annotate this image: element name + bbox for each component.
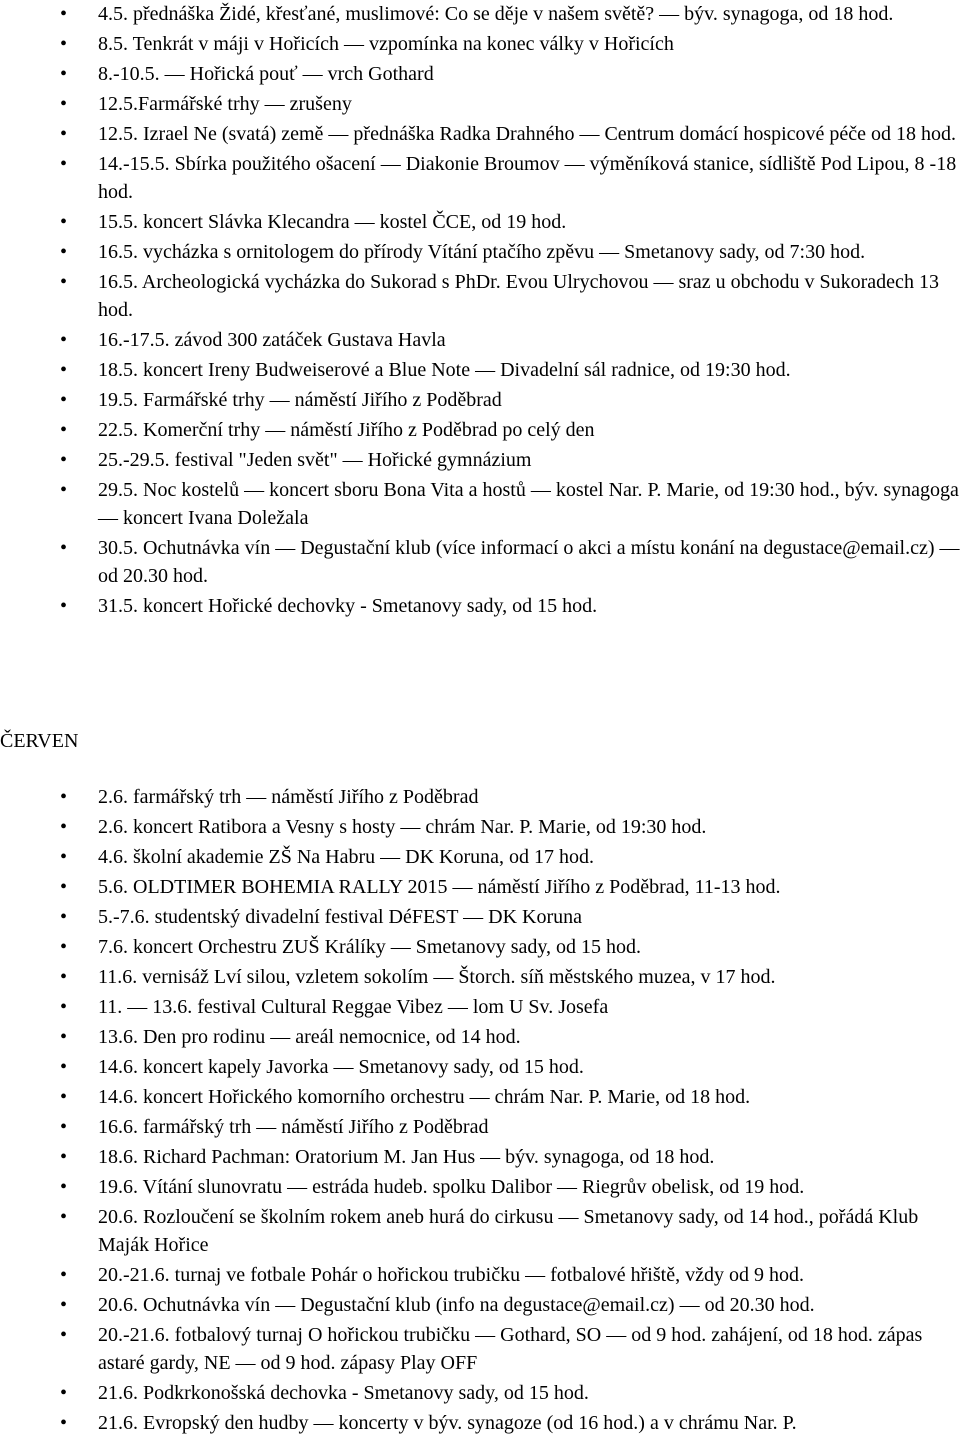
list-item: • 14.6. koncert Hořického komorního orchestru — chrám Nar. P. Marie, od 18 hod. bbox=[98, 1083, 960, 1111]
list-item: • 30.5. Ochutnávka vín — Degustační klub (více informací o akci a místu konání na degustace@email.cz) — od 20.30 hod. bbox=[98, 534, 960, 590]
list-item: • 19.5. Farmářské trhy — náměstí Jiřího z Poděbrad bbox=[98, 386, 960, 414]
list-item: • 4.6. školní akademie ZŠ Na Habru — DK Koruna, od 17 hod. bbox=[98, 843, 960, 871]
list-item: • 16.5. vycházka s ornitologem do přírody Vítání ptačího zpěvu — Smetanovy sady, od 7:30 hod. bbox=[98, 238, 960, 266]
list-item: • 22.5. Komerční trhy — náměstí Jiřího z Poděbrad po celý den bbox=[98, 416, 960, 444]
list-item: • 18.5. koncert Ireny Budweiserové a Blue Note — Divadelní sál radnice, od 19:30 hod. bbox=[98, 356, 960, 384]
list-item: • 16.-17.5. závod 300 zatáček Gustava Havla bbox=[98, 326, 960, 354]
list-item: • 31.5. koncert Hořické dechovky - Smetanovy sady, od 15 hod. bbox=[98, 592, 960, 620]
list-item: • 11.6. vernisáž Lví silou, vzletem sokolím — Štorch. síň městského muzea, v 17 hod. bbox=[98, 963, 960, 991]
list-item: • 21.6. Evropský den hudby — koncerty v býv. synagoze (od 16 hod.) a v chrámu Nar. P. bbox=[98, 1409, 960, 1437]
list-item: • 2.6. farmářský trh — náměstí Jiřího z Poděbrad bbox=[98, 783, 960, 811]
section-heading-june: ČERVEN bbox=[0, 730, 79, 752]
list-item: • 7.6. koncert Orchestru ZUŠ Králíky — Smetanovy sady, od 15 hod. bbox=[98, 933, 960, 961]
list-item: • 13.6. Den pro rodinu — areál nemocnice, od 14 hod. bbox=[98, 1023, 960, 1051]
list-item: • 11. — 13.6. festival Cultural Reggae Vibez — lom U Sv. Josefa bbox=[98, 993, 960, 1021]
june-events-list bbox=[98, 783, 960, 1439]
list-item: • 4.5. přednáška Židé, křesťané, muslimové: Co se děje v našem světě? — býv. synagoga, od 18 hod. bbox=[98, 0, 960, 28]
list-item: • 14.-15.5. Sbírka použitého ošacení — Diakonie Broumov — výměníková stanice, sídliště Pod Lipou, 8 -18 hod. bbox=[98, 150, 960, 206]
may-events-list bbox=[98, 0, 960, 622]
list-item: • 21.6. Podkrkonošská dechovka - Smetanovy sady, od 15 hod. bbox=[98, 1379, 960, 1407]
list-item: • 12.5. Izrael Ne (svatá) země — přednáška Radka Drahného — Centrum domácí hospicové péče od 18 hod. bbox=[98, 120, 960, 148]
list-item: • 8.-10.5. — Hořická pouť — vrch Gothard bbox=[98, 60, 960, 88]
list-item: • 18.6. Richard Pachman: Oratorium M. Jan Hus — býv. synagoga, od 18 hod. bbox=[98, 1143, 960, 1171]
list-item: • 5.-7.6. studentský divadelní festival DéFEST — DK Koruna bbox=[98, 903, 960, 931]
list-item: • 15.5. koncert Slávka Klecandra — kostel ČCE, od 19 hod. bbox=[98, 208, 960, 236]
list-item: • 29.5. Noc kostelů — koncert sboru Bona Vita a hostů — kostel Nar. P. Marie, od 19:30 hod., býv. synagoga — koncert Ivana Doležala bbox=[98, 476, 960, 532]
list-item: • 2.6. koncert Ratibora a Vesny s hosty — chrám Nar. P. Marie, od 19:30 hod. bbox=[98, 813, 960, 841]
list-item: • 16.5. Archeologická vycházka do Sukorad s PhDr. Evou Ulrychovou — sraz u obchodu v Sukoradech 13 hod. bbox=[98, 268, 960, 324]
list-item: • 20.-21.6. fotbalový turnaj O hořickou trubičku — Gothard, SO — od 9 hod. zahájení, od 18 hod. zápas astaré gardy, NE — od 9 hod. zápasy Play OFF bbox=[98, 1321, 960, 1377]
list-item: • 5.6. OLDTIMER BOHEMIA RALLY 2015 — náměstí Jiřího z Poděbrad, 11-13 hod. bbox=[98, 873, 960, 901]
list-item: • 8.5. Tenkrát v máji v Hořicích — vzpomínka na konec války v Hořicích bbox=[98, 30, 960, 58]
list-item: • 19.6. Vítání slunovratu — estráda hudeb. spolku Dalibor — Riegrův obelisk, od 19 hod. bbox=[98, 1173, 960, 1201]
list-item: • 16.6. farmářský trh — náměstí Jiřího z Poděbrad bbox=[98, 1113, 960, 1141]
list-item: • 14.6. koncert kapely Javorka — Smetanovy sady, od 15 hod. bbox=[98, 1053, 960, 1081]
list-item: • 20.-21.6. turnaj ve fotbale Pohár o hořickou trubičku — fotbalové hřiště, vždy od 9 hod. bbox=[98, 1261, 960, 1289]
list-item: • 25.-29.5. festival "Jeden svět" — Hořické gymnázium bbox=[98, 446, 960, 474]
list-item: • 12.5.Farmářské trhy — zrušeny bbox=[98, 90, 960, 118]
list-item: • 20.6. Ochutnávka vín — Degustační klub (info na degustace@email.cz) — od 20.30 hod. bbox=[98, 1291, 960, 1319]
list-item: • 20.6. Rozloučení se školním rokem aneb hurá do cirkusu — Smetanovy sady, od 14 hod., pořádá Klub Maják Hořice bbox=[98, 1203, 960, 1259]
